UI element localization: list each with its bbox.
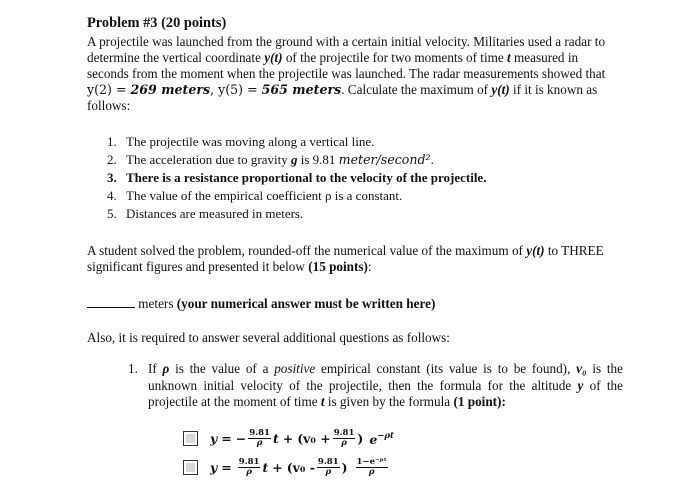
option-b-formula: y = $\frac{9.81}{\rho}$ t + (v₀ - $\frac{9.81}{\rho}$ ) $\frac{\text{1−e⁻ᵖᵗ}}{\rho}$ (210, 457, 387, 477)
condition-item: 4. The value of the empirical coefficient ρ is a constant. (107, 188, 403, 203)
fraction: $\frac{9.81}{\rho}$ (249, 428, 270, 448)
condition-item: 5. Distances are measured in meters. (107, 206, 304, 221)
condition-item: 3. There is a resistance proportional to the velocity of the projectile. (107, 170, 487, 185)
condition-item: 2. The acceleration due to gravity g is 9.81 meter/second². (107, 152, 434, 167)
condition-item: 1. The projectile was moving along a vertical line. (107, 134, 375, 149)
fraction: $\frac{9.81}{\rho}$ (238, 457, 260, 477)
problem-statement: A projectile was launched from the ground with a certain initial velocity. Militaries used a radar to determine the vertical coordinate y(t) of the projectile for two moments of time t measured in seconds from the moment when the projectile was launched. The radar measurements showed that y(2) = 269 meters, y(5) = 565 meters. Calculate the maximum of y(t) if it is known as follows: (87, 34, 606, 113)
question-1: 1. If ρ is the value of a positive empirical constant (its value is to be found), v₀ is the unknown initial velocity of the projectile, then the formula for the altitude y of the projectile at the moment of time t is given by the formula (1 point): (128, 361, 623, 409)
conditions-list (107, 133, 486, 223)
option-a-formula: y = − $\frac{9.81}{\rho}$ t + (v₀ + $\frac{9.81}{\rho}$ ) $e^{-\rho t}$ (210, 428, 394, 448)
option-b (183, 458, 390, 477)
fraction: $\frac{9.81}{\rho}$ (333, 428, 355, 448)
option-a-checkbox[interactable] (183, 431, 198, 446)
option-b-checkbox[interactable] (183, 460, 198, 475)
student-statement: A student solved the problem, rounded-off the numerical value of the maximum of y(t) to THREE significant figures and presented it below (15 points): (87, 243, 604, 274)
option-a (183, 429, 394, 448)
also-text: Also, it is required to answer several additional questions as follows: (87, 330, 450, 345)
answer-line: meters (your numerical answer must be written here) (87, 296, 623, 312)
answer-blank[interactable] (87, 296, 135, 308)
fraction: $\frac{\text{1−e⁻ᵖᵗ}}{\rho}$ (356, 457, 387, 477)
problem-title: Problem #3 (20 points) (87, 15, 227, 31)
fraction: $\frac{9.81}{\rho}$ (317, 457, 339, 477)
